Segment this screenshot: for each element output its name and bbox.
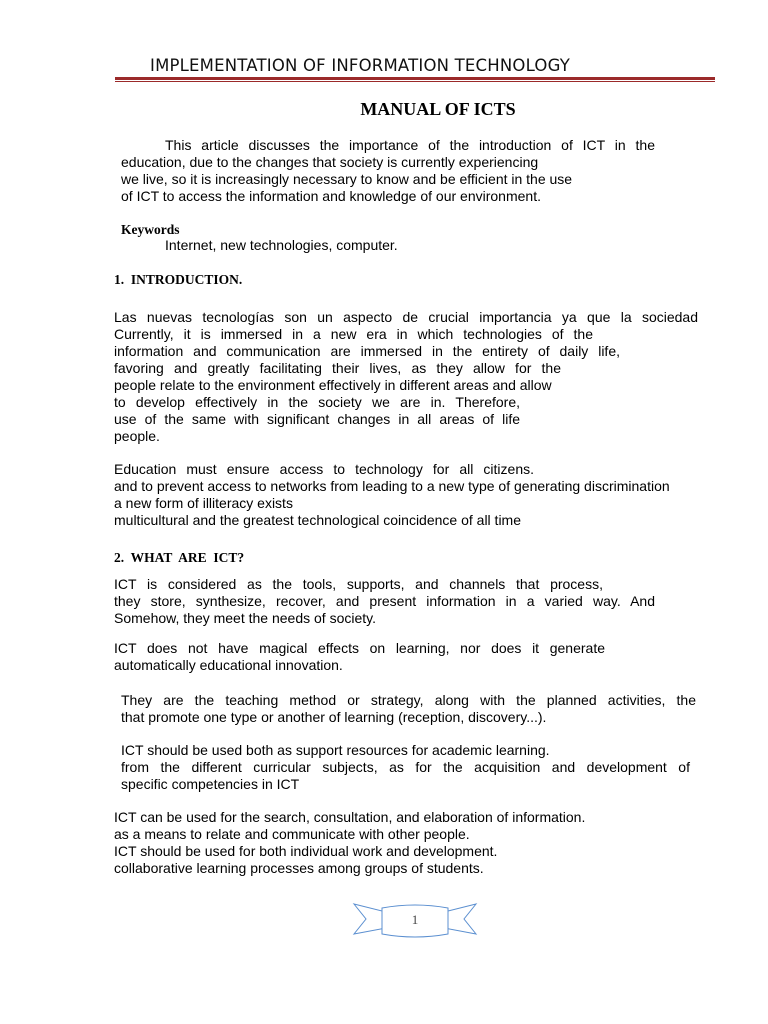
paragraph-line: automatically educational innovation. [114,657,343,673]
abstract-line: education, due to the changes that society is currently experiencing [121,154,539,170]
paragraph-line: and to prevent access to networks from leading to a new type of generating discrimination [114,478,670,494]
page-number: 1 [411,912,419,927]
header-rule [115,77,715,80]
paragraph-line: Currently, it is immersed in a new era in which technologies of the [114,326,593,342]
paragraph-line: as a means to relate and communicate with other people. [114,826,470,842]
paragraph-line: use of the same with significant changes in all areas of life [114,411,520,427]
paragraph-line: ICT does not have magical effects on learning, nor does it generate [114,640,605,656]
keywords-heading: Keywords [121,222,180,237]
abstract-line: This article discusses the importance of the introduction of ICT in the [165,137,655,153]
paragraph-line: They are the teaching method or strategy, along with the planned activities, the [121,692,696,708]
paragraph-line: they store, synthesize, recover, and present information in a varied way. And [114,593,655,609]
paragraph-line: Education must ensure access to technology for all citizens. [114,461,534,477]
paragraph-line: a new form of illiteracy exists [114,495,293,511]
header-rule-thin [115,81,715,82]
paragraph-line: that promote one type or another of learning (reception, discovery...). [121,709,547,725]
paragraph-line: Las nuevas tecnologías son un aspecto de crucial importancia ya que la sociedad [114,309,698,325]
paragraph-line: Somehow, they meet the needs of society. [114,610,377,626]
abstract-line: we live, so it is increasingly necessary to know and be efficient in the use [121,171,573,187]
paragraph-line: people relate to the environment effectively in different areas and allow [114,377,552,393]
paragraph-line: collaborative learning processes among groups of students. [114,860,484,876]
paragraph-line: people. [114,428,160,444]
section-heading-introduction: 1. INTRODUCTION. [114,272,243,287]
section-heading-what-are-ict: 2. WHAT ARE ICT? [114,550,245,565]
paragraph-line: information and communication are immersed in the entirety of daily life, [114,343,620,359]
paragraph-line: specific competencies in ICT [121,776,300,792]
keywords-text: Internet, new technologies, computer. [165,237,398,253]
abstract-line: of ICT to access the information and knowledge of our environment. [121,188,541,204]
paragraph-line: to develop effectively in the society we are in. Therefore, [114,394,520,410]
running-header: IMPLEMENTATION OF INFORMATION TECHNOLOGY [150,56,571,75]
paragraph-line: from the different curricular subjects, as for the acquisition and development of [121,759,690,775]
document-title: MANUAL OF ICTS [360,99,516,119]
paragraph-line: ICT should be used both as support resources for academic learning. [121,742,550,758]
paragraph-line: ICT can be used for the search, consultation, and elaboration of information. [114,809,586,825]
paragraph-line: ICT is considered as the tools, supports, and channels that process, [114,576,603,592]
paragraph-line: ICT should be used for both individual work and development. [114,843,498,859]
paragraph-line: multicultural and the greatest technological coincidence of all time [114,512,522,528]
paragraph-line: favoring and greatly facilitating their lives, as they allow for the [114,360,561,376]
